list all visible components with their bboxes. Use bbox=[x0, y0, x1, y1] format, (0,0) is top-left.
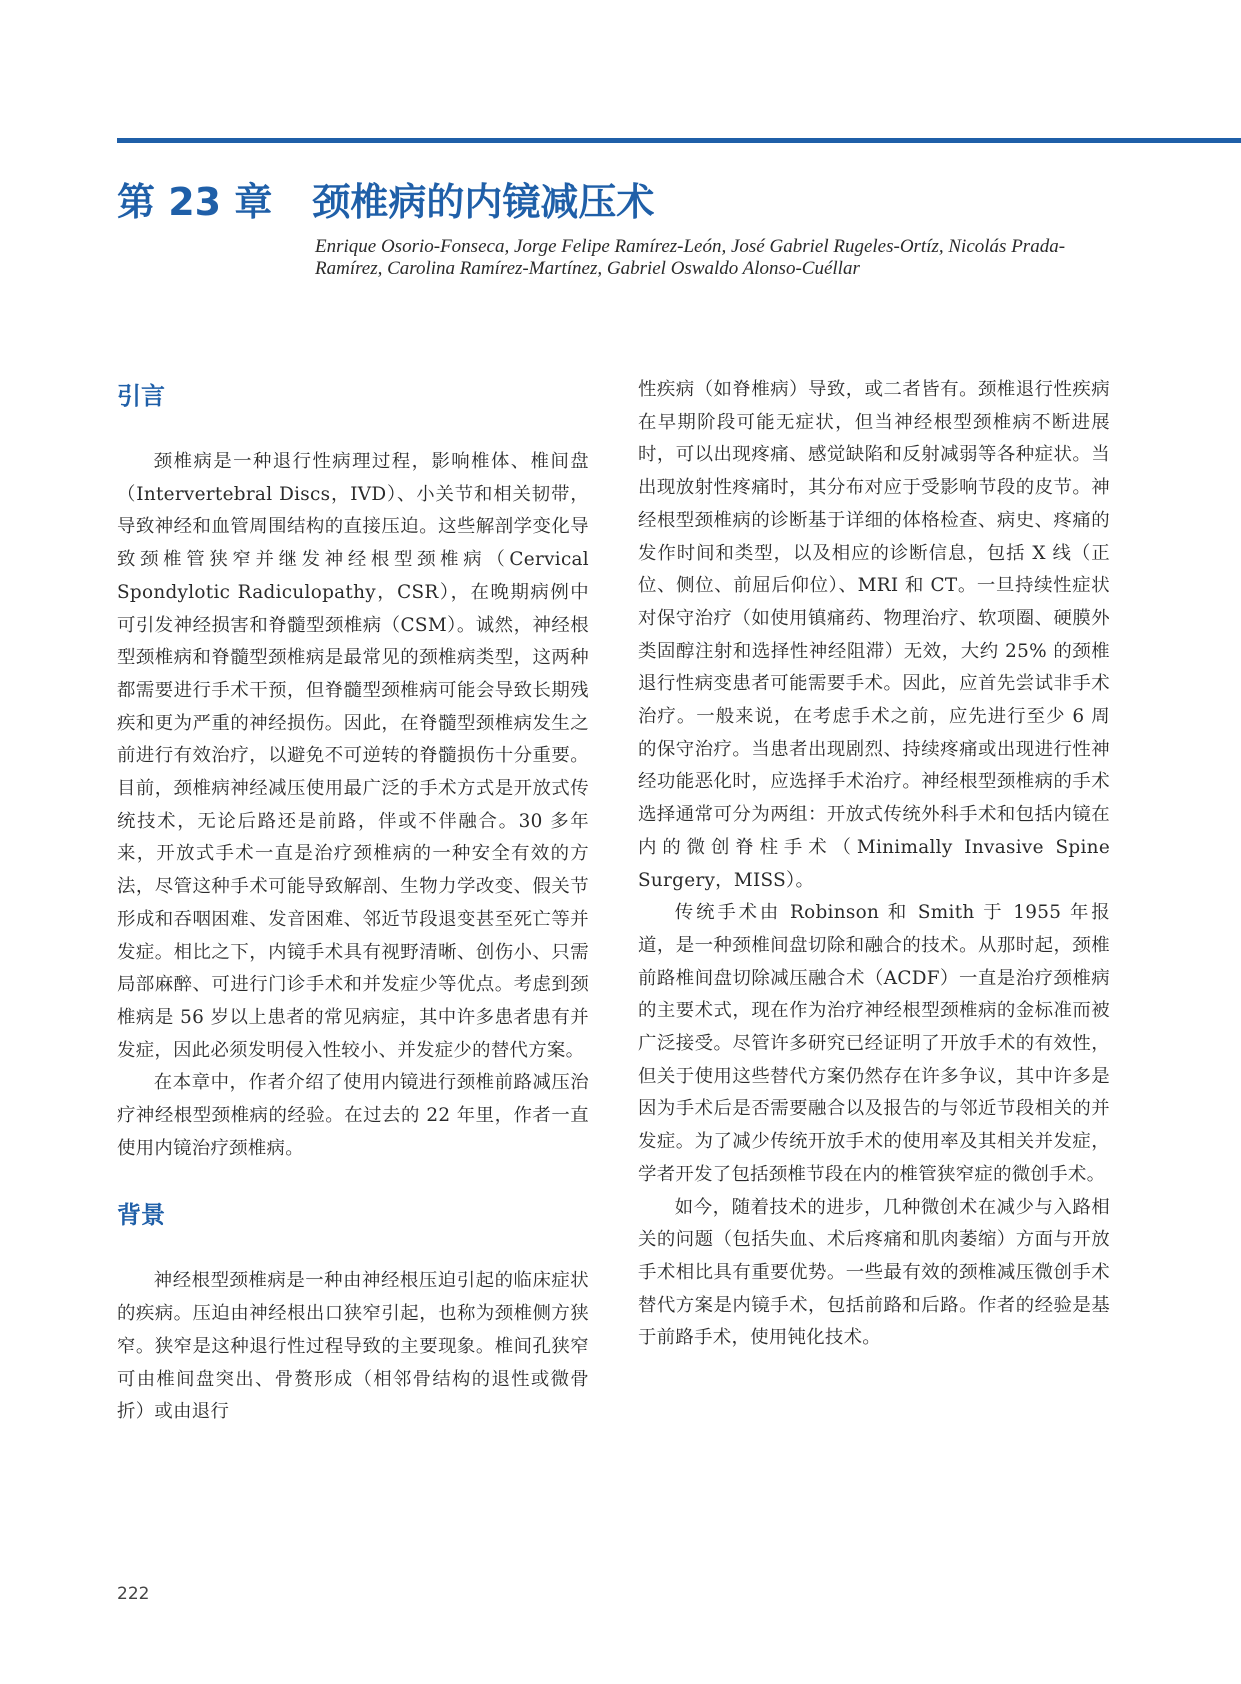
page-number: 222 bbox=[117, 1584, 150, 1604]
right-column bbox=[638, 374, 1110, 1355]
header-rule bbox=[117, 138, 1241, 143]
intro-paragraph-1: 颈椎病是一种退行性病理过程，影响椎体、椎间盘（Intervertebral Discs，IVD）、小关节和相关韧带，导致神经和血管周围结构的直接压迫。这些解剖学变化导致颈椎管狭窄并继发神经根型颈椎病（Cervical Spondylotic Radiculopathy，CSR），在晚期病例中可引发神经损害和脊髓型颈椎病（CSM）。诚然，神经根型颈椎病和脊髓型颈椎病是最常见的颈椎病类型，这两种都需要进行手术干预，但脊髓型颈椎病可能会导致长期残疾和更为严重的神经损伤。因此，在脊髓型颈椎病发生之前进行有效治疗，以避免不可逆转的脊髓损伤十分重要。目前，颈椎病神经减压使用最广泛的手术方式是开放式传统技术，无论后路还是前路，伴或不伴融合。30 多年来，开放式手术一直是治疗颈椎病的一种安全有效的方法，尽管这种手术可能导致解剖、生物力学改变、假关节形成和吞咽困难、发音困难、邻近节段退变甚至死亡等并发症。相比之下，内镜手术具有视野清晰、创伤小、只需局部麻醉、可进行门诊手术和并发症少等优点。考虑到颈椎病是 56 岁以上患者的常见病症，其中许多患者患有并发症，因此必须发明侵入性较小、并发症少的替代方案。 bbox=[117, 451, 589, 1061]
section-heading-background: 背景 bbox=[117, 1201, 165, 1230]
chapter-title bbox=[117, 178, 654, 226]
section-heading-intro: 引言 bbox=[117, 382, 165, 410]
background-paragraph-1-continued: 性疾病（如脊椎病）导致，或二者皆有。颈椎退行性疾病在早期阶段可能无症状，但当神经根型颈椎病不断进展时，可以出现疼痛、感觉缺陷和反射减弱等各种症状。当出现放射性疼痛时，其分布对应于受影响节段的皮节。神经根型颈椎病的诊断基于详细的体格检查、病史、疼痛的发作时间和类型，以及相应的诊断信息，包括 X 线（正位、侧位、前屈后仰位）、MRI 和 CT。一旦持续性症状对保守治疗（如使用镇痛药、物理治疗、软项圈、硬膜外类固醇注射和选择性神经阻滞）无效，大约 25% 的颈椎退行性病变患者可能需要手术。因此，应首先尝试非手术治疗。一般来说，在考虑手术之前，应先进行至少 6 周的保守治疗。当患者出现剧烈、持续疼痛或出现进行性神经功能恶化时，应选择手术治疗。神经根型颈椎病的手术选择通常可分为两组：开放式传统外科手术和包括内镜在内的微创脊柱手术（Minimally Invasive Spine Surgery，MISS）。 bbox=[638, 379, 1110, 891]
background-paragraph-1: 神经根型颈椎病是一种由神经根压迫引起的临床症状的疾病。压迫由神经根出口狭窄引起，也称为颈椎侧方狭窄。狭窄是这种退行性过程导致的主要现象。椎间孔狭窄可由椎间盘突出、骨赘形成（相邻骨结构的退性或微骨折）或由退行 bbox=[117, 1270, 589, 1423]
chapter-title-text: 颈椎病的内镜减压术 bbox=[312, 180, 655, 224]
left-column bbox=[117, 374, 589, 1429]
intro-paragraph-2: 在本章中，作者介绍了使用内镜进行颈椎前路减压治疗神经根型颈椎病的经验。在过去的 22 年里，作者一直使用内镜治疗颈椎病。 bbox=[117, 1072, 589, 1159]
chapter-number: 第 23 章 bbox=[117, 180, 273, 224]
author-list: Enrique Osorio-Fonseca, Jorge Felipe Ramírez-León, José Gabriel Rugeles-Ortíz, Nicolás Prada-Ramírez, Carolina Ramírez-Martínez, Gabriel Oswaldo Alonso-Cuéllar bbox=[315, 236, 1066, 279]
background-paragraph-2: 传统手术由 Robinson 和 Smith 于 1955 年报道，是一种颈椎间盘切除和融合的技术。从那时起，颈椎前路椎间盘切除减压融合术（ACDF）一直是治疗颈椎病的主要术式，现在作为治疗神经根型颈椎病的金标准而被广泛接受。尽管许多研究已经证明了开放手术的有效性，但关于使用这些替代方案仍然存在许多争议，其中许多是因为手术后是否需要融合以及报告的与邻近节段相关的并发症。为了减少传统开放手术的使用率及其相关并发症，学者开发了包括颈椎节段在内的椎管狭窄症的微创手术。 bbox=[638, 902, 1110, 1185]
background-paragraph-3: 如今，随着技术的进步，几种微创术在减少与入路相关的问题（包括失血、术后疼痛和肌肉萎缩）方面与开放手术相比具有重要优势。一些最有效的颈椎减压微创手术替代方案是内镜手术，包括前路和后路。作者的经验是基于前路手术，使用钝化技术。 bbox=[638, 1196, 1110, 1349]
